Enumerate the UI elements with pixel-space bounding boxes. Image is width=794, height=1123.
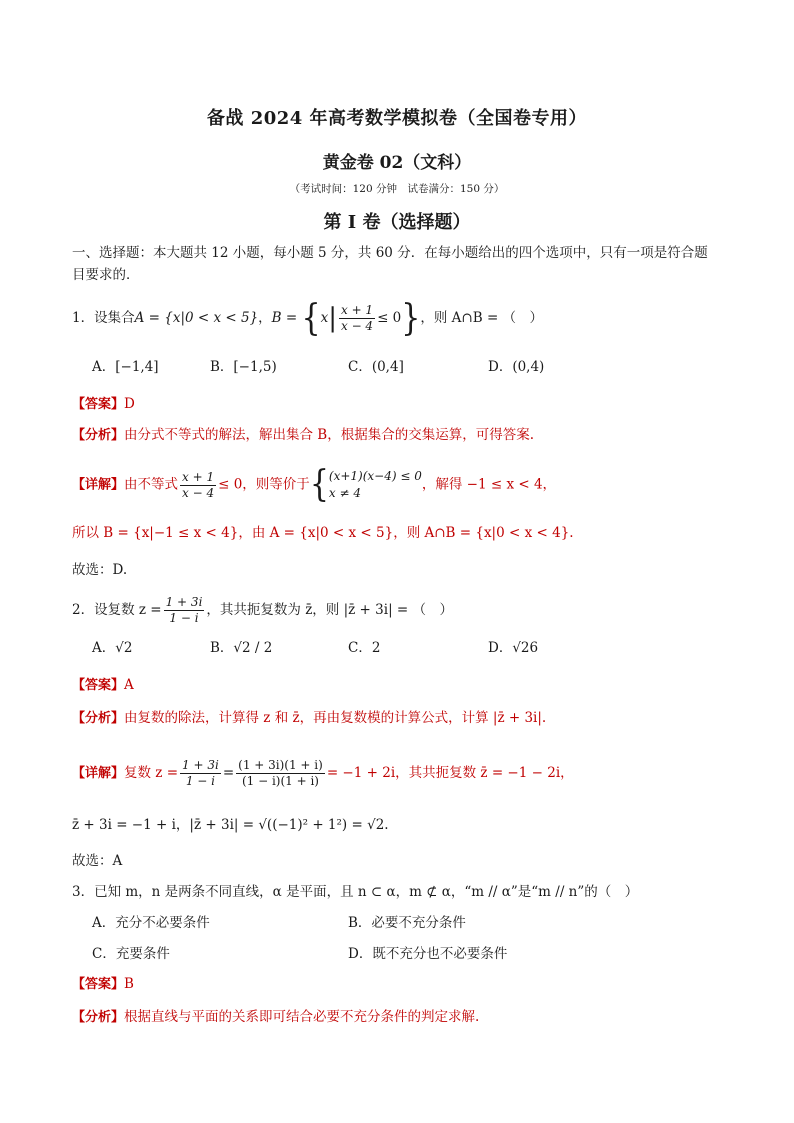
q1-system-brace: { <box>309 463 329 506</box>
q2-option-b: B．√2 / 2 <box>210 640 273 656</box>
analysis-label: 【分析】 <box>72 428 125 443</box>
q2-detail-line2: z̄ + 3i = −1 + i，|z̄ + 3i| = √((−1)² + 1²) = √2. <box>72 817 389 833</box>
q1-detail-c: ，解得 −1 ≤ x < 4， <box>421 476 557 493</box>
q1-system-line2: x ≠ 4 <box>328 486 361 500</box>
answer-label: 【答案】 <box>72 678 125 693</box>
q2-answer <box>72 674 134 697</box>
q2-stem <box>72 595 453 626</box>
q1-brace-close: } <box>401 296 421 339</box>
q1-detail-a: 由不等式 <box>124 476 179 493</box>
q2-analysis-text: 由复数的除法，计算得 z 和 z̄，再由复数模的计算公式，计算 |z̄ + 3i|. <box>124 710 547 726</box>
q1-frac-num: x + 1 <box>340 303 374 317</box>
q1-option-c: C．(0,4] <box>348 359 404 375</box>
q3-analysis-text: 根据直线与平面的关系即可结合必要不充分条件的判定求解. <box>124 1009 480 1025</box>
page-title: 备战 2024 年高考数学模拟卷（全国卷专用） <box>206 108 588 129</box>
q1-detail-frac-num: x + 1 <box>182 469 215 484</box>
q2-analysis <box>72 707 546 730</box>
q1-system-line1: (x+1)(x−4) ≤ 0 <box>328 469 422 483</box>
q2-detail-result: = −1 + 2i，其共扼复数 z̄ = −1 − 2i， <box>326 765 574 781</box>
q2-detail-frac2-num: (1 + 3i)(1 + i) <box>238 758 323 772</box>
q1-stem <box>72 296 544 339</box>
q3-option-a: A．充分不必要条件 <box>92 915 210 931</box>
q2-fraction <box>164 595 205 626</box>
q1-stem-suffix: ，则 A∩B = （ ） <box>420 310 544 326</box>
detail-label: 【详解】 <box>72 477 125 493</box>
q1-set-a: A = {x|0 < x < 5} <box>134 310 259 326</box>
q2-detail-a: 复数 z = <box>124 765 179 781</box>
exam-meta: （考试时间：120 分钟 试卷满分：150 分） <box>289 183 505 195</box>
q3-analysis <box>72 1006 479 1029</box>
analysis-label: 【分析】 <box>72 711 125 726</box>
q1-detail-frac-den: x − 4 <box>182 485 215 500</box>
q1-set-b-cond: ≤ 0 <box>377 310 402 326</box>
q2-stem-a: 2．设复数 z = <box>72 602 162 618</box>
q1-answer <box>72 393 135 416</box>
page-subtitle: 黄金卷 02（文科） <box>322 153 472 173</box>
q2-detail-frac1-num: 1 + 3i <box>182 758 219 772</box>
q3-answer-value: B <box>124 976 134 992</box>
q2-frac-den: 1 − i <box>169 611 199 625</box>
q1-detail-fraction <box>180 470 216 501</box>
q2-option-a: A．√2 <box>92 640 133 656</box>
q1-detail-line2: 所以 B = {x|−1 ≤ x < 4}，由 A = {x|0 < x < 5}，则 A∩B = {x|0 < x < 4}. <box>72 525 574 541</box>
q3-option-c: C．充要条件 <box>92 946 170 962</box>
q1-sep: ， <box>258 310 272 326</box>
q1-option-b: B．[−1,5) <box>210 359 277 375</box>
q1-detail <box>72 463 557 506</box>
q2-choice: 故选：A <box>72 853 123 869</box>
q1-set-b-var: x <box>320 310 329 326</box>
q2-option-c: C．2 <box>348 640 381 656</box>
q3-stem: 3．已知 m，n 是两条不同直线，α 是平面，且 n ⊂ α，m ⊄ α，“m // α”是“m // n”的（ ） <box>72 884 639 900</box>
q2-detail-eq: = <box>222 765 235 781</box>
q2-frac-num: 1 + 3i <box>165 595 203 609</box>
q2-detail <box>72 758 574 789</box>
q2-stem-b: ，其共扼复数为 z̄，则 |z̄ + 3i| = （ ） <box>206 602 454 618</box>
q1-bar: | <box>328 303 337 334</box>
q2-detail-frac2-den: (1 − i)(1 + i) <box>241 774 319 788</box>
answer-label: 【答案】 <box>72 397 125 412</box>
q2-option-d: D．√26 <box>488 640 539 656</box>
q1-detail-b: ≤ 0，则等价于 <box>218 476 310 493</box>
section-intro-line2: 目要求的． <box>72 267 140 283</box>
q3-answer <box>72 973 134 996</box>
answer-label: 【答案】 <box>72 977 125 992</box>
q1-choice: 故选：D. <box>72 562 128 578</box>
analysis-label: 【分析】 <box>72 1010 125 1025</box>
q1-brace-open: { <box>301 296 321 339</box>
q3-option-b: B．必要不充分条件 <box>348 915 466 931</box>
q1-frac-den: x − 4 <box>340 319 374 333</box>
q1-option-d: D．(0,4) <box>488 359 545 375</box>
q1-fraction <box>339 303 375 334</box>
section-intro-line1: 一、选择题：本大题共 12 小题，每小题 5 分，共 60 分．在每小题给出的四个选项中，只有一项是符合题 <box>72 245 708 261</box>
q1-answer-value: D <box>124 396 135 412</box>
q1-set-b-prefix: B = <box>271 310 302 326</box>
q1-stem-prefix: 1．设集合 <box>72 310 135 326</box>
q3-option-d: D．既不充分也不必要条件 <box>348 946 508 962</box>
q1-option-a: A．[−1,4] <box>92 359 159 375</box>
q1-analysis-text: 由分式不等式的解法，解出集合 B，根据集合的交集运算，可得答案. <box>124 427 535 443</box>
q1-system <box>329 468 422 502</box>
q1-analysis <box>72 424 534 447</box>
q2-detail-fraction1 <box>180 758 221 789</box>
q2-detail-fraction2 <box>236 758 325 789</box>
part-heading: 第 I 卷（选择题） <box>323 212 471 233</box>
q2-answer-value: A <box>124 677 134 693</box>
detail-label: 【详解】 <box>72 766 125 781</box>
q2-detail-frac1-den: 1 − i <box>185 774 215 788</box>
